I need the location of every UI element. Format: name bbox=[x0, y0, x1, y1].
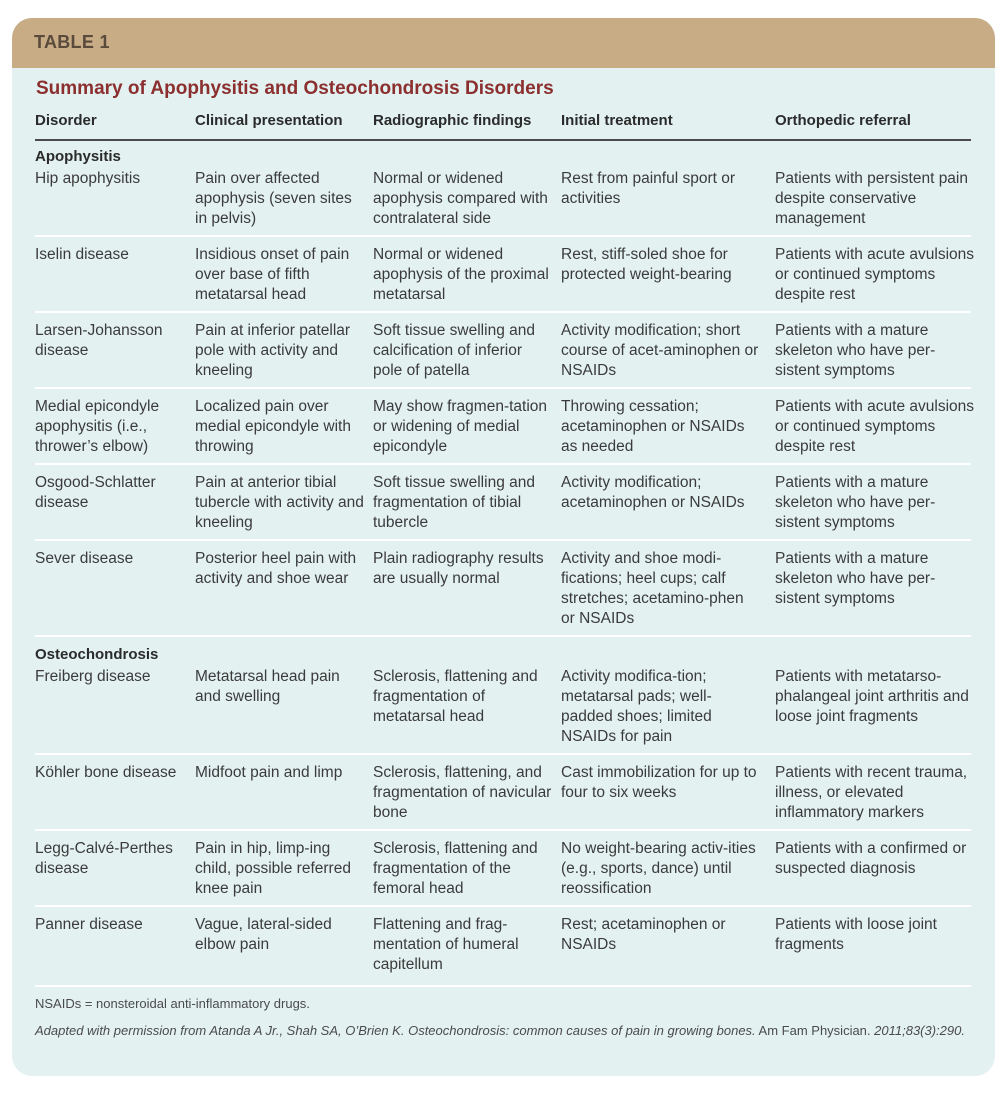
table-row bbox=[35, 541, 971, 637]
section-heading: Osteochondrosis bbox=[35, 646, 159, 663]
table-row bbox=[35, 167, 971, 237]
table-cell: Throwing cessation; acetaminophen or NSAIDs as needed bbox=[561, 398, 745, 455]
table-cell: Patients with persistent pain despite conservative management bbox=[775, 170, 968, 227]
table-cell: Sclerosis, flattening and fragmentation of metatarsal head bbox=[373, 668, 538, 725]
table-cell: Plain radiography results are usually normal bbox=[373, 550, 544, 587]
table-title: Summary of Apophysitis and Osteochondrosis Disorders bbox=[36, 78, 554, 99]
table-cell: Pain over affected apophysis (seven sites in pelvis) bbox=[195, 170, 352, 227]
column-header: Initial treatment bbox=[561, 112, 673, 129]
table-cell: Normal or widened apophysis compared with contralateral side bbox=[373, 170, 548, 227]
source-journal: Am Fam Physician. bbox=[755, 1023, 871, 1038]
column-header: Radiographic findings bbox=[373, 112, 532, 129]
column-header: Clinical presentation bbox=[195, 112, 343, 129]
table-cell: Pain at anterior tibial tubercle with activity and kneeling bbox=[195, 474, 364, 531]
table-cell: Larsen-Johansson disease bbox=[35, 322, 163, 359]
table-cell: Rest, stiff-soled shoe for protected weight-bearing bbox=[561, 246, 732, 283]
table-cell: Midfoot pain and limp bbox=[195, 764, 343, 781]
table-cell: Insidious onset of pain over base of fifth metatarsal head bbox=[195, 246, 350, 303]
table-cell: Freiberg disease bbox=[35, 668, 151, 685]
table-row bbox=[35, 313, 971, 389]
table-row bbox=[35, 465, 971, 541]
table-cell: Pain at inferior patellar pole with activity and kneeling bbox=[195, 322, 351, 379]
table-cell: Pain in hip, limp-ing child, possible referred knee pain bbox=[195, 840, 351, 897]
table-cell: Activity modification; acetaminophen or NSAIDs bbox=[561, 474, 745, 511]
column-header: Disorder bbox=[35, 112, 97, 129]
table-cell: Iselin disease bbox=[35, 246, 129, 263]
table-cell: Köhler bone disease bbox=[35, 764, 177, 781]
table-header-band bbox=[12, 18, 995, 68]
table-cell: Vague, lateral-sided elbow pain bbox=[195, 916, 332, 953]
table-cell: Patients with recent trauma, illness, or elevated inflammatory markers bbox=[775, 764, 968, 821]
table-label: TABLE 1 bbox=[34, 32, 110, 52]
table-cell: Patients with acute avulsions or continued symptoms despite rest bbox=[775, 398, 975, 455]
table-cell: Activity modification; short course of acet-aminophen or NSAIDs bbox=[561, 322, 759, 379]
source-volume: 2011;83(3):290. bbox=[870, 1023, 965, 1038]
table-cell: Patients with a confirmed or suspected diagnosis bbox=[775, 840, 967, 877]
table-cell: Legg-Calvé-Perthes disease bbox=[35, 840, 173, 877]
table-cell: Activity and shoe modi-fications; heel cups; calf stretches; acetamino-phen or NSAIDs bbox=[561, 550, 744, 627]
table-cell: Soft tissue swelling and calcification of inferior pole of patella bbox=[373, 322, 535, 379]
table-cell: Posterior heel pain with activity and shoe wear bbox=[195, 550, 357, 587]
table-row bbox=[35, 665, 971, 755]
table-cell: Patients with acute avulsions or continued symptoms despite rest bbox=[775, 246, 975, 303]
table-row bbox=[35, 831, 971, 907]
table-cell: Hip apophysitis bbox=[35, 170, 141, 187]
table-footnote: NSAIDs = nonsteroidal anti-inflammatory drugs. bbox=[35, 996, 310, 1011]
table-cell: Localized pain over medial epicondyle with throwing bbox=[195, 398, 351, 455]
table-row bbox=[35, 389, 975, 465]
table-cell: Metatarsal head pain and swelling bbox=[195, 668, 340, 705]
table-cell: Patients with metatarso-phalangeal joint arthritis and loose joint fragments bbox=[775, 668, 969, 725]
table-cell: Panner disease bbox=[35, 916, 143, 933]
table-row bbox=[35, 237, 975, 313]
table-column-headers bbox=[35, 112, 971, 141]
table-cell: Sever disease bbox=[35, 550, 134, 567]
table-cell: Patients with a mature skeleton who have per-sistent symptoms bbox=[775, 550, 936, 607]
table-cell: Flattening and frag-mentation of humeral capitellum bbox=[373, 916, 519, 973]
table-cell: Medial epicondyle apophysitis (i.e., thrower’s elbow) bbox=[35, 398, 160, 455]
table-card bbox=[12, 18, 995, 1076]
table-cell: Osgood-Schlatter disease bbox=[35, 474, 156, 511]
table-cell: Soft tissue swelling and fragmentation of tibial tubercle bbox=[373, 474, 535, 531]
table-cell: Rest from painful sport or activities bbox=[561, 170, 736, 207]
table-cell: May show fragmen-tation or widening of medial epicondyle bbox=[373, 398, 548, 455]
table-cell: Patients with loose joint fragments bbox=[775, 916, 937, 953]
table-body bbox=[35, 141, 975, 987]
column-header: Orthopedic referral bbox=[775, 112, 911, 129]
table-cell: No weight-bearing activ-ities (e.g., sports, dance) until reossification bbox=[561, 840, 756, 897]
table-cell: Rest; acetaminophen or NSAIDs bbox=[561, 916, 726, 953]
table-cell: Activity modifica-tion; metatarsal pads; well-padded shoes; limited NSAIDs for pain bbox=[561, 668, 712, 745]
table-cell: Cast immobilization for up to four to six weeks bbox=[561, 764, 757, 801]
table-cell: Sclerosis, flattening and fragmentation of the femoral head bbox=[373, 840, 538, 897]
section-heading: Apophysitis bbox=[35, 148, 121, 165]
table-cell: Patients with a mature skeleton who have per-sistent symptoms bbox=[775, 474, 936, 531]
source-citation: Adapted with permission from Atanda A Jr., Shah SA, O’Brien K. Osteochondrosis: common causes of pain in growing bones. bbox=[35, 1023, 756, 1038]
table-cell: Normal or widened apophysis of the proximal metatarsal bbox=[373, 246, 549, 303]
table-row bbox=[35, 755, 971, 831]
table-cell: Patients with a mature skeleton who have per-sistent symptoms bbox=[775, 322, 936, 379]
table-cell: Sclerosis, flattening, and fragmentation of navicular bone bbox=[373, 764, 552, 821]
table-source bbox=[35, 1022, 975, 1040]
table-row bbox=[35, 907, 971, 987]
